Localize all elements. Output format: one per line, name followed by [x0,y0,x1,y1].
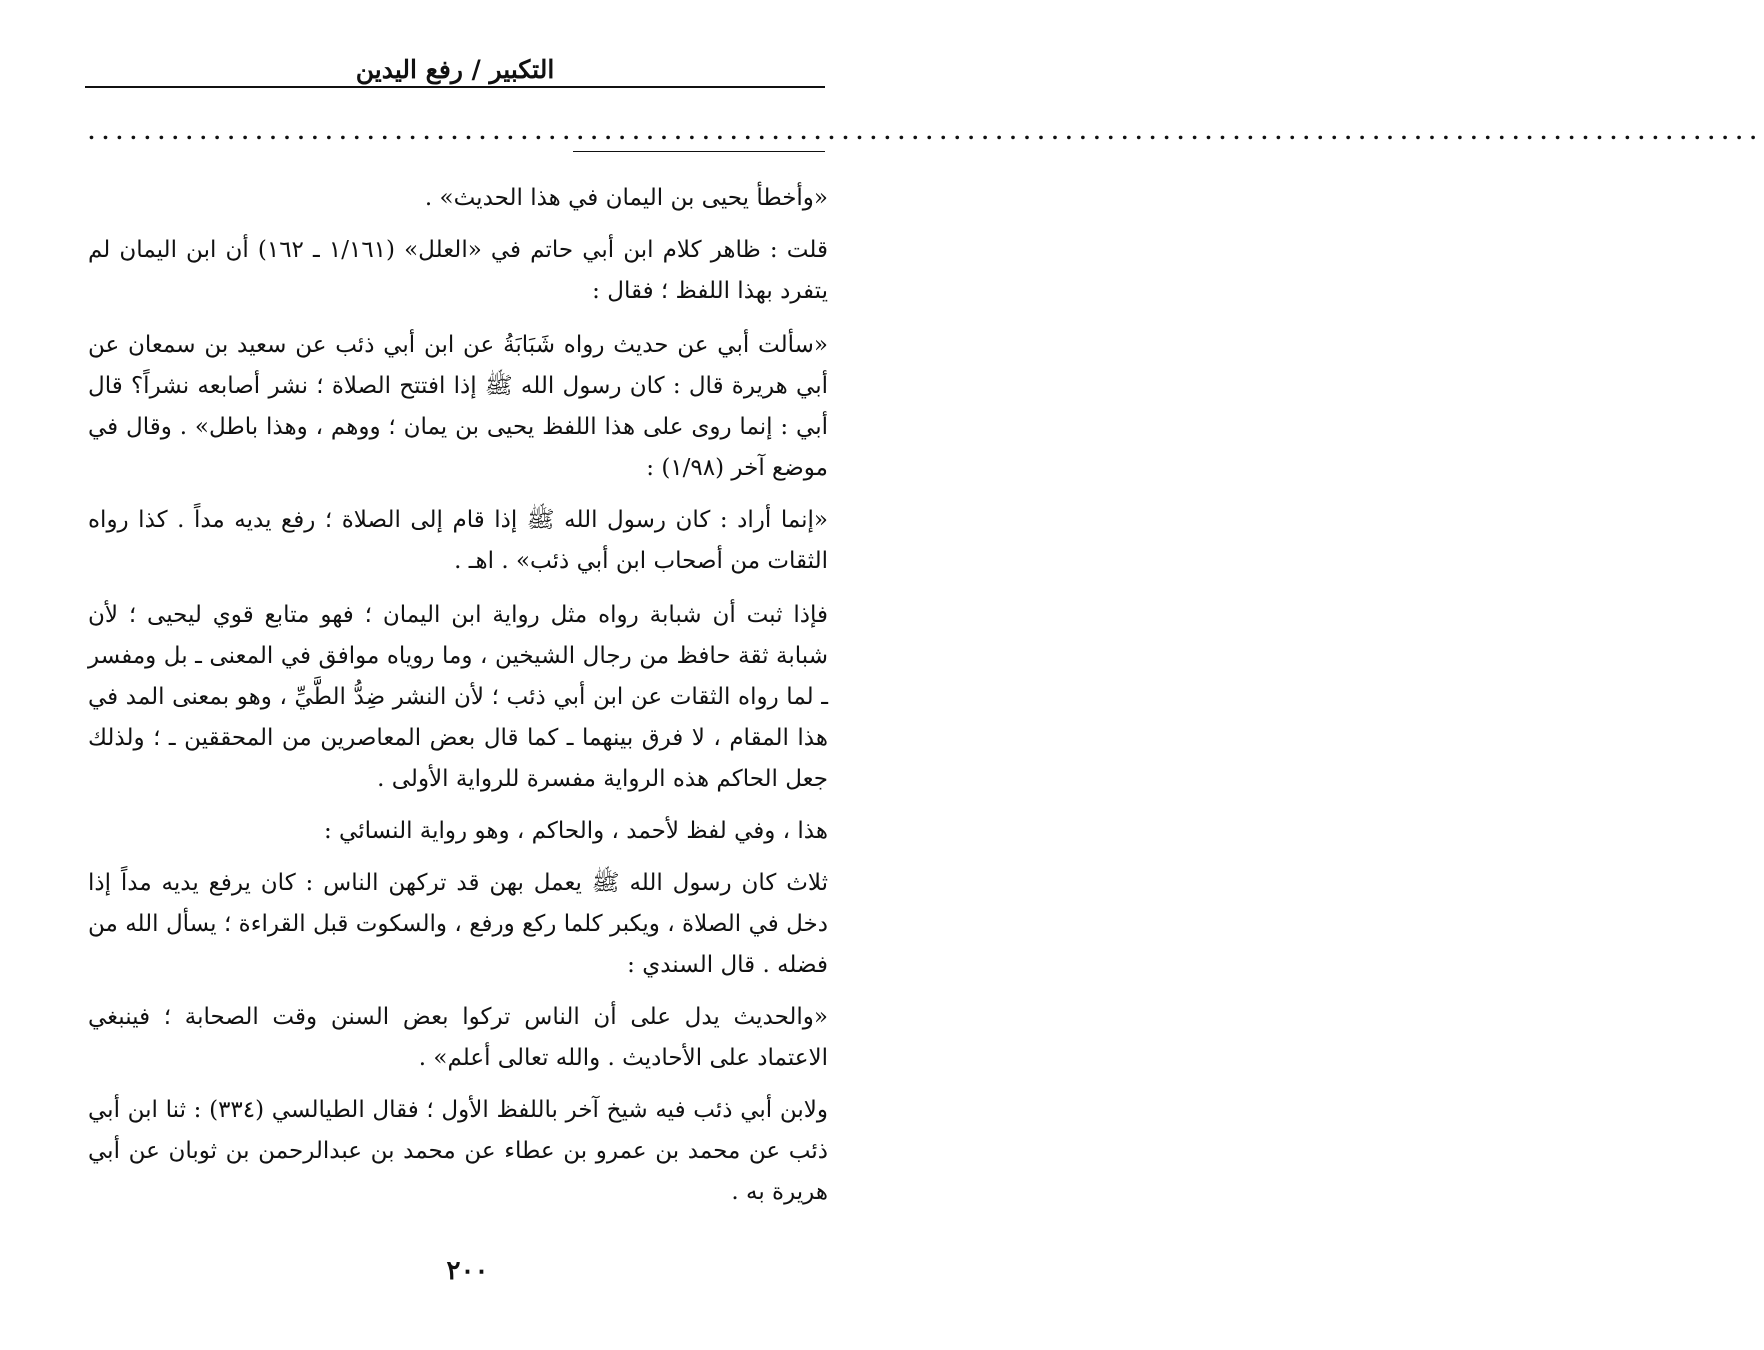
paragraph: قلت : ظاهر كلام ابن أبي حاتم في «العلل» (١/١٦١ ـ ١٦٢) أن ابن اليمان لم يتفرد بهذا اللفظ ؛ فقال : [88,237,828,304]
separator-dots: ........................................................................................................................ [88,120,1764,144]
paragraph: ثلاث كان رسول الله ﷺ يعمل بهن قد تركهن الناس : كان يرفع يديه مداً إذا دخل في الصلاة ، ويكبر كلما ركع ورفع ، والسكوت قبل القراءة ؛ يسأل الله من فضله . قال السندي : [88,870,828,978]
paragraph: «والحديث يدل على أن الناس تركوا بعض السنن وقت الصحابة ؛ فينبغي الاعتماد على الأحاديث . والله تعالى أعلم» . [88,1004,828,1071]
paragraph: هذا ، وفي لفظ لأحمد ، والحاكم ، وهو رواية النسائي : [324,818,828,844]
page-body [88,178,828,1224]
running-header: التكبير / رفع اليدين [355,55,555,84]
header-rule [85,86,825,88]
separator-rule [573,151,825,152]
paragraph: ولابن أبي ذئب فيه شيخ آخر باللفظ الأول ؛ فقال الطيالسي (٣٣٤) : ثنا ابن أبي ذئب عن محمد بن عمرو بن عطاء عن محمد بن عبدالرحمن بن ثوبان عن أبي هريرة به . [88,1097,828,1205]
paragraph: «سألت أبي عن حديث رواه شَبَابَةُ عن ابن أبي ذئب عن سعيد بن سمعان عن أبي هريرة قال : كان رسول الله ﷺ إذا افتتح الصلاة ؛ نشر أصابعه نشراً؟ قال أبي : إنما روى على هذا اللفظ يحيى بن يمان ؛ ووهم ، وهذا باطل» . وقال في موضع آخر (١/٩٨) : [88,332,828,481]
paragraph: فإذا ثبت أن شبابة رواه مثل رواية ابن اليمان ؛ فهو متابع قوي ليحيى ؛ لأن شبابة ثقة حافظ من رجال الشيخين ، وما روياه موافق في المعنى ـ بل ومفسر ـ لما رواه الثقات عن ابن أبي ذئب ؛ لأن النشر ضِدُّ الطَّيِّ ، وهو بمعنى المد في هذا المقام ، لا فرق بينهما ـ كما قال بعض المعاصرين من المحققين ـ ؛ ولذلك جعل الحاكم هذه الرواية مفسرة للرواية الأولى . [88,602,828,792]
paragraph: «إنما أراد : كان رسول الله ﷺ إذا قام إلى الصلاة ؛ رفع يديه مداً . كذا رواه الثقات من أصحاب ابن أبي ذئب» . اهـ . [88,507,828,574]
paragraph: «وأخطأ يحيى بن اليمان في هذا الحديث» . [424,185,828,211]
page-number: ٢٠٠ [446,1256,489,1286]
